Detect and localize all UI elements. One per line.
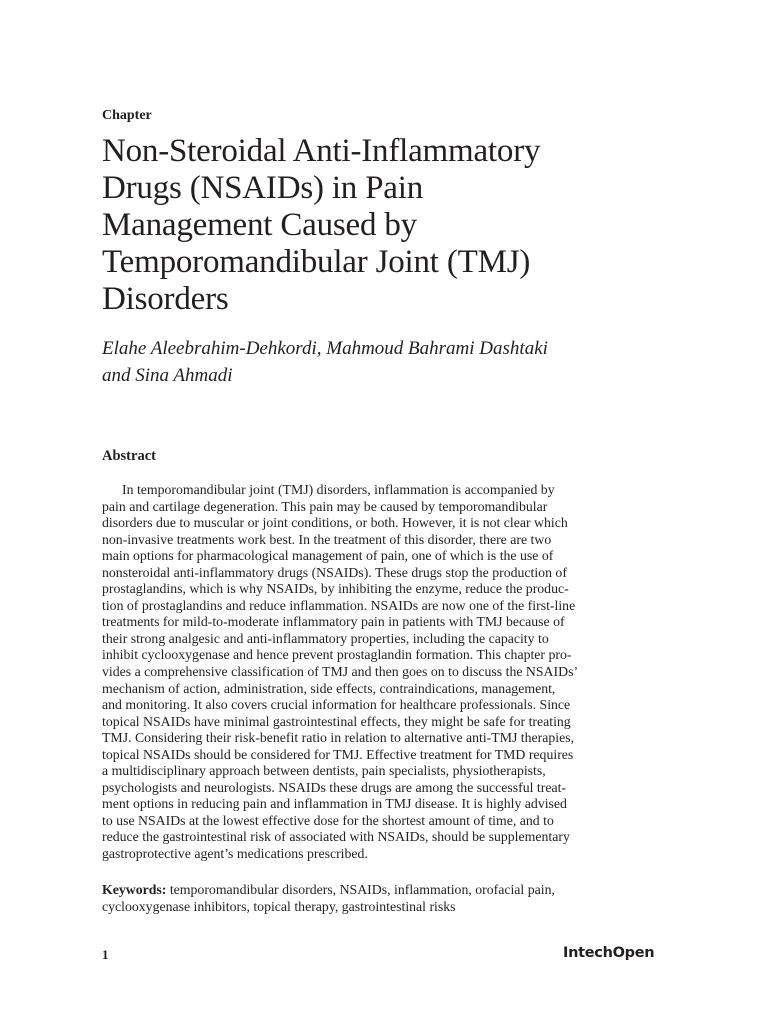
abstract-line: treatments for mild-to-moderate inflammatory pain in patients with TMJ because of (102, 614, 565, 630)
title-line: Management Caused by (102, 207, 417, 243)
authors-line: Elahe Aleebrahim-Dehkordi, Mahmoud Bahrami Dashtaki (102, 338, 548, 359)
abstract-body (102, 482, 662, 863)
title-line: Disorders (102, 281, 229, 317)
abstract-line: reduce the gastrointestinal risk of associated with NSAIDs, should be supplementary (102, 829, 570, 845)
page-number: 1 (102, 947, 109, 962)
chapter-label: Chapter (102, 108, 152, 123)
abstract-line: In temporomandibular joint (TMJ) disorders, inflammation is accompanied by (122, 482, 555, 497)
abstract-line: ment options in reducing pain and inflammation in TMJ disease. It is highly advised (102, 796, 567, 812)
abstract-heading: Abstract (102, 448, 156, 464)
abstract-line: prostaglandins, which is why NSAIDs, by inhibiting the enzyme, reduce the produc- (102, 581, 569, 597)
abstract-line: tion of prostaglandins and reduce inflammation. NSAIDs are now one of the first-line (102, 597, 576, 613)
abstract-line: pain and cartilage degeneration. This pain may be caused by temporomandibular (102, 498, 548, 514)
title-line: Temporomandibular Joint (TMJ) (102, 244, 531, 280)
abstract-line: non-invasive treatments work best. In the treatment of this disorder, there are two (102, 531, 552, 547)
publisher-logo: IntechOpen (563, 945, 655, 961)
keywords-text: temporomandibular disorders, NSAIDs, inflammation, orofacial pain, (169, 882, 555, 897)
abstract-line: gastroprotective agent’s medications prescribed. (102, 846, 368, 862)
abstract-line: and monitoring. It also covers crucial information for healthcare professionals. Since (102, 697, 571, 713)
abstract-line: vides a comprehensive classification of TMJ and then goes on to discuss the NSAIDs’ (102, 664, 579, 680)
keywords-section (102, 881, 662, 915)
abstract-line: TMJ. Considering their risk-benefit ratio in relation to alternative anti-TMJ therapies, (102, 730, 575, 746)
chapter-title (102, 133, 662, 318)
authors-line: and Sina Ahmadi (102, 365, 233, 386)
abstract-line: a multidisciplinary approach between dentists, pain specialists, physiotherapists, (102, 763, 546, 779)
abstract-line: nonsteroidal anti-inflammatory drugs (NSAIDs). These drugs stop the production of (102, 564, 567, 580)
abstract-line: their strong analgesic and anti-inflammatory properties, including the capacity to (102, 630, 549, 646)
abstract-line: to use NSAIDs at the lowest effective dose for the shortest amount of time, and to (102, 812, 554, 828)
keywords-line (102, 881, 662, 898)
author-list (102, 335, 662, 389)
abstract-line: main options for pharmacological management of pain, one of which is the use of (102, 548, 554, 564)
abstract-line: topical NSAIDs should be considered for TMJ. Effective treatment for TMD requires (102, 746, 574, 762)
abstract-line: inhibit cyclooxygenase and hence prevent prostaglandin formation. This chapter pro- (102, 647, 572, 663)
abstract-line: topical NSAIDs have minimal gastrointestinal effects, they might be safe for treating (102, 713, 571, 729)
keywords-label: Keywords: (102, 882, 167, 897)
title-line: Non-Steroidal Anti-Inflammatory (102, 133, 541, 169)
title-line: Drugs (NSAIDs) in Pain (102, 170, 424, 206)
abstract-line: psychologists and neurologists. NSAIDs these drugs are among the successful treat- (102, 779, 567, 795)
abstract-line: mechanism of action, administration, side effects, contraindications, management, (102, 680, 556, 696)
keywords-line: cyclooxygenase inhibitors, topical therapy, gastrointestinal risks (102, 899, 456, 914)
abstract-line: disorders due to muscular or joint conditions, or both. However, it is not clear which (102, 515, 568, 531)
